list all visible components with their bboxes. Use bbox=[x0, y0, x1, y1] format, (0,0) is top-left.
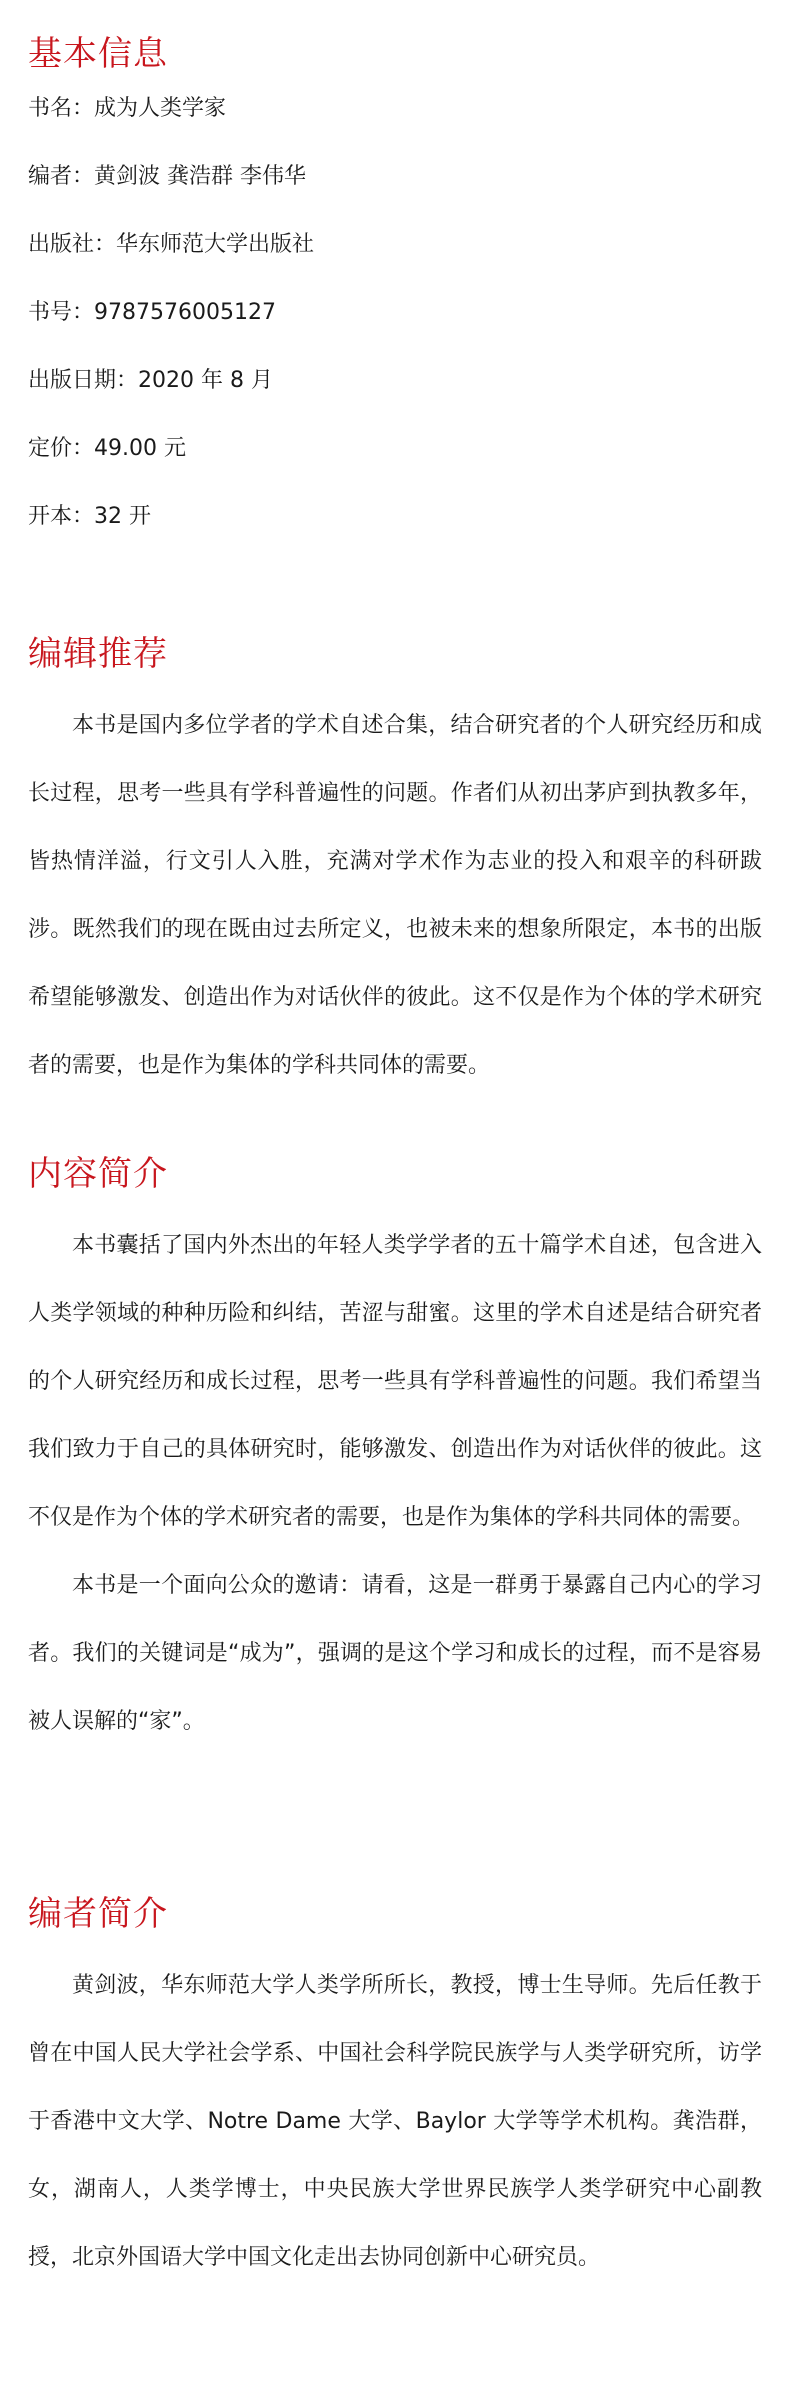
content-summary-section bbox=[28, 1150, 762, 1890]
basic-info-section bbox=[28, 30, 762, 630]
info-isbn: 书号：9787576005127 bbox=[28, 300, 276, 325]
editor-recommendation-heading: 编辑推荐 bbox=[28, 634, 168, 674]
info-book-title: 书名：成为人类学家 bbox=[28, 96, 227, 121]
info-publish-date: 出版日期：2020 年 8 月 bbox=[28, 368, 273, 393]
basic-info-heading: 基本信息 bbox=[28, 34, 168, 74]
content-summary-paragraph: 本书是一个面向公众的邀请：请看，这是一群勇于暴露自己内心的学习者。我们的关键词是“成为”，强调的是这个学习和成长的过程，而不是容易被人误解的“家”。 bbox=[28, 1573, 762, 1734]
basic-info-list bbox=[28, 92, 762, 534]
author-intro-paragraph: 黄剑波，华东师范大学人类学所所长，教授，博士生导师。先后任教于曾在中国人民大学社会学系、中国社会科学院民族学与人类学研究所，访学于香港中文大学、Notre Dame 大学、Baylor 大学等学术机构。龚浩群，女，湖南人，人类学博士，中央民族大学世界民族学人类学研究中心副教授，北京外国语大学中国文化走出去协同创新中心研究员。 bbox=[28, 1973, 762, 2270]
info-price: 定价：49.00 元 bbox=[28, 436, 186, 461]
info-format: 开本：32 开 bbox=[28, 504, 151, 529]
author-intro-heading: 编者简介 bbox=[28, 1894, 168, 1934]
info-editors: 编者：黄剑波 龚浩群 李伟华 bbox=[28, 164, 306, 189]
editor-recommendation-paragraph: 本书是国内多位学者的学术自述合集，结合研究者的个人研究经历和成长过程，思考一些具有学科普遍性的问题。作者们从初出茅庐到执教多年，皆热情洋溢，行文引人入胜，充满对学术作为志业的投入和艰辛的科研跋涉。既然我们的现在既由过去所定义，也被未来的想象所限定，本书的出版希望能够激发、创造出作为对话伙伴的彼此。这不仅是作为个体的学术研究者的需要，也是作为集体的学科共同体的需要。 bbox=[28, 713, 762, 1078]
content-summary-heading: 内容简介 bbox=[28, 1154, 168, 1194]
author-intro-section bbox=[28, 1890, 762, 2390]
content-summary-paragraph: 本书囊括了国内外杰出的年轻人类学学者的五十篇学术自述，包含进入人类学领域的种种历险和纠结，苦涩与甜蜜。这里的学术自述是结合研究者的个人研究经历和成长过程，思考一些具有学科普遍性的问题。我们希望当我们致力于自己的具体研究时，能够激发、创造出作为对话伙伴的彼此。这不仅是作为个体的学术研究者的需要，也是作为集体的学科共同体的需要。 bbox=[28, 1233, 762, 1530]
editor-recommendation-section bbox=[28, 630, 762, 1150]
info-publisher: 出版社：华东师范大学出版社 bbox=[28, 232, 315, 257]
